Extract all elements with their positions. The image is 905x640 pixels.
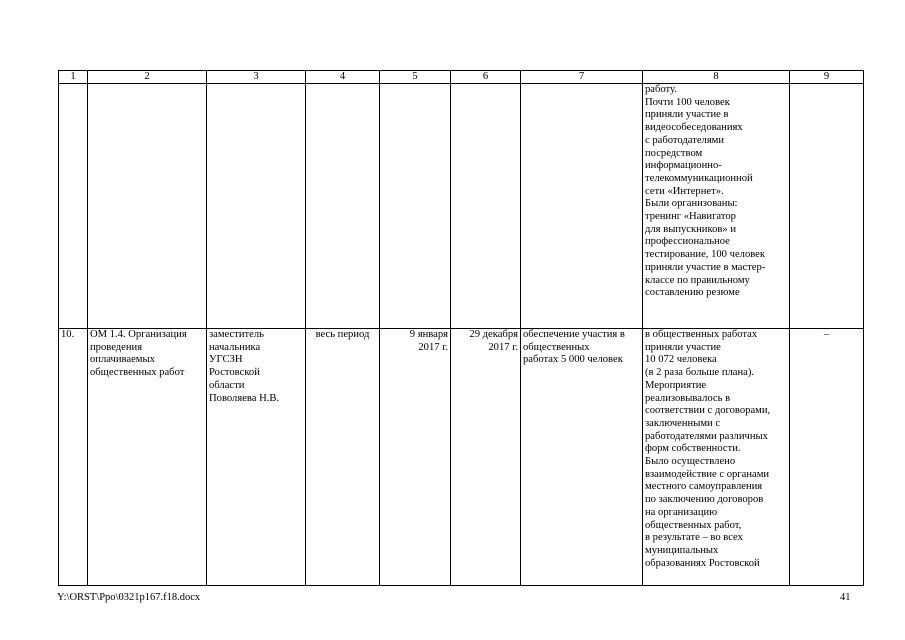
header-cell-1: 1 — [59, 71, 88, 84]
responsible-cell: заместитель начальника УГСЗН Ростовской области Поволяева Н.В. — [207, 329, 306, 586]
result-cell-continuation: работу. Почти 100 человек приняли участие в видеособеседованиях с работодателями посредством информационно- телекоммуникационной сети «Интернет». Были организованы: тренинг «Навигатор для выпускников» и профессиональное тестирование, 100 человек приняли участие в мастер- классе по правильному составлению резюме — [643, 84, 790, 329]
empty-cell — [790, 84, 864, 329]
header-cell-3: 3 — [207, 71, 306, 84]
actual-result-cell: в общественных работах приняли участие 10 072 человека (в 2 раза больше плана). Мероприятие реализовывалось в соответствии с договорами, заключенными с работодателями различных форм собственности. Было осуществлено взаимодействие с органами местного самоуправления по заключению договоров на организацию общественных работ, в результате – во всех муниципальных образованиях Ростовской — [643, 329, 790, 586]
table-row-continuation — [59, 84, 864, 329]
note-cell: – — [790, 329, 864, 586]
document-table — [58, 70, 864, 586]
empty-cell — [59, 84, 88, 329]
header-cell-5: 5 — [380, 71, 451, 84]
row-number-cell: 10. — [59, 329, 88, 586]
empty-cell — [521, 84, 643, 329]
header-cell-2: 2 — [88, 71, 207, 84]
header-cell-7: 7 — [521, 71, 643, 84]
empty-cell — [88, 84, 207, 329]
header-cell-4: 4 — [306, 71, 380, 84]
table-header-row — [59, 71, 864, 84]
period-cell: весь период — [306, 329, 380, 586]
empty-cell — [306, 84, 380, 329]
end-date-cell: 29 декабря 2017 г. — [451, 329, 521, 586]
header-cell-8: 8 — [643, 71, 790, 84]
event-cell: ОМ 1.4. Организация проведения оплачиваемых общественных работ — [88, 329, 207, 586]
empty-cell — [380, 84, 451, 329]
empty-cell — [207, 84, 306, 329]
table-row-10 — [59, 329, 864, 586]
header-cell-6: 6 — [451, 71, 521, 84]
footer-file-path: Y:\ORST\Ppo\0321p167.f18.docx — [57, 592, 201, 603]
footer-page-number: 41 — [840, 592, 851, 603]
start-date-cell: 9 января 2017 г. — [380, 329, 451, 586]
header-cell-9: 9 — [790, 71, 864, 84]
expected-result-cell: обеспечение участия в общественных работах 5 000 человек — [521, 329, 643, 586]
empty-cell — [451, 84, 521, 329]
